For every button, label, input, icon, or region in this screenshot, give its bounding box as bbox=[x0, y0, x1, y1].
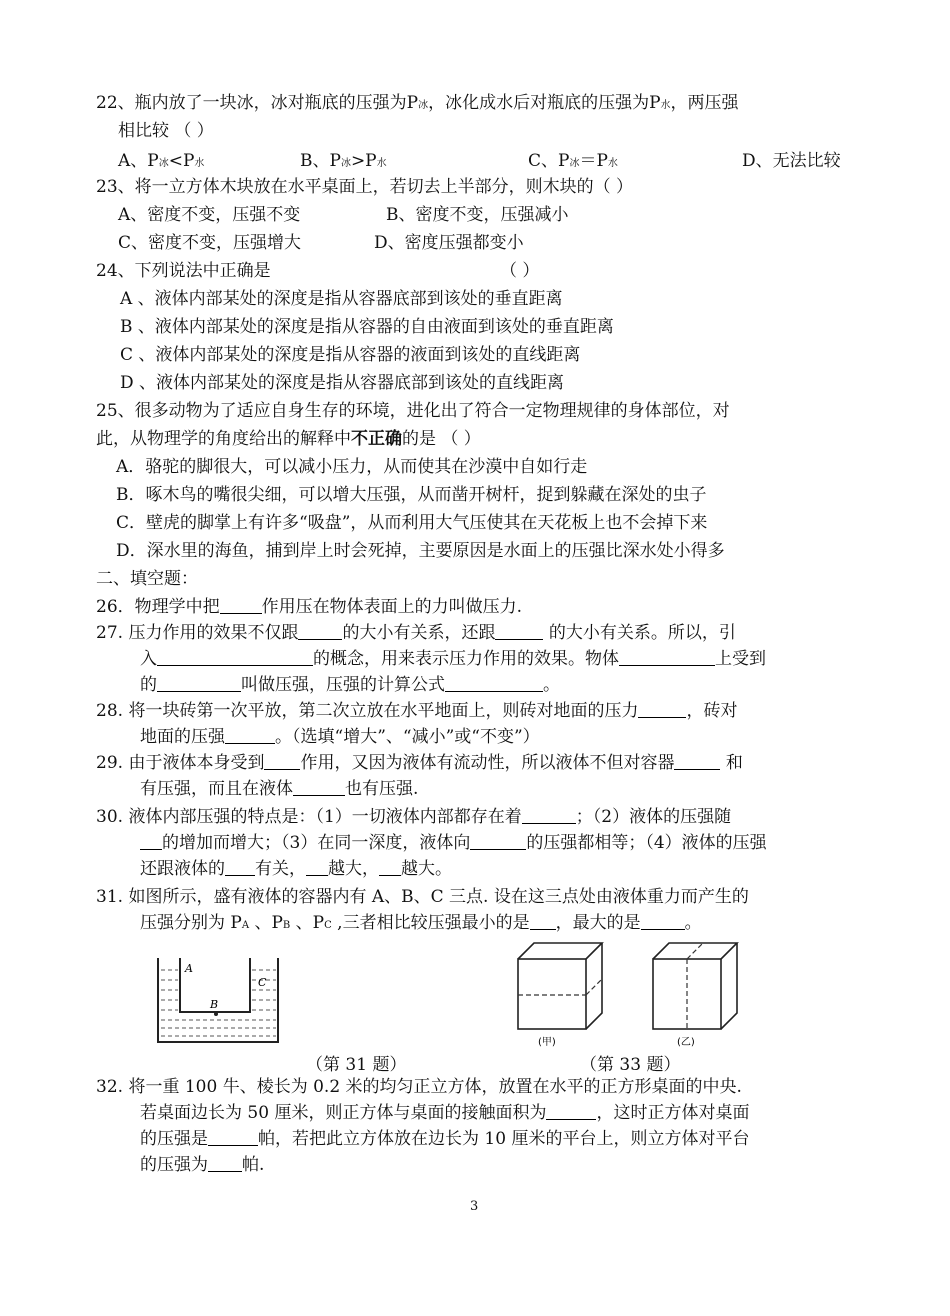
q32-line2: 若桌面边长为 50 厘米，则正方体与桌面的接触面积为 ，这时正方体对桌面 bbox=[140, 1103, 750, 1123]
q30-blank-3[interactable] bbox=[470, 833, 526, 850]
q32-line1: 32. 将一重 100 牛、棱长为 0.2 米的均匀正立方体，放置在水平的正方形桌面的中央. bbox=[96, 1077, 742, 1097]
q30-blank-6[interactable] bbox=[379, 859, 401, 876]
q29-line2: 有压强，而且在液体 也有压强. bbox=[140, 779, 419, 799]
q25-option-a: A．骆驼的脚很大，可以减小压力，从而使其在沙漠中自如行走 bbox=[116, 457, 588, 477]
q29-blank-2[interactable] bbox=[674, 753, 720, 770]
q22-stem-line1: 22、瓶内放了一块冰，冰对瓶底的压强为P冰，冰化成水后对瓶底的压强为P水，两压强 bbox=[96, 93, 739, 113]
q32-blank-1[interactable] bbox=[546, 1103, 596, 1120]
q27-line2: 入 的概念，用来表示压力作用的效果。物体 上受到 bbox=[140, 649, 766, 669]
q22-option-b: B、P冰>P水 bbox=[300, 151, 387, 171]
q32-line4: 的压强为 帕. bbox=[140, 1155, 265, 1175]
q22-option-d: D、无法比较 bbox=[742, 151, 841, 171]
q30-blank-4[interactable] bbox=[225, 859, 255, 876]
q32-line3: 的压强是 帕，若把此立方体放在边长为 10 厘米的平台上，则立方体对平台 bbox=[140, 1129, 750, 1149]
q22-stem-line2: 相比较 （ ） bbox=[118, 121, 214, 141]
q31-line2: 压强分别为 PA 、PB 、PC ,三者相比较压强最小的是 ，最大的是 。 bbox=[140, 913, 702, 933]
q25-stem-line1: 25、很多动物为了适应自身生存的环境，进化出了符合一定物理规律的身体部位，对 bbox=[96, 401, 730, 421]
q24-option-b: B 、液体内部某处的深度是指从容器的自由液面到该处的垂直距离 bbox=[120, 317, 614, 337]
q28-blank-1[interactable] bbox=[638, 701, 686, 718]
q27-line3: 的 叫做压强，压强的计算公式 。 bbox=[140, 675, 560, 695]
q25-option-d: D．深水里的海鱼，捕到岸上时会死掉，主要原因是水面上的压强比深水处小得多 bbox=[116, 541, 725, 561]
q27-blank-4[interactable] bbox=[619, 649, 715, 666]
q31-line1: 31. 如图所示，盛有液体的容器内有 A、B、C 三点. 设在这三点处由液体重力而产生的 bbox=[96, 887, 749, 907]
q24-stem: 24、下列说法中正确是 bbox=[96, 261, 271, 281]
section-heading-fill-in: 二、填空题： bbox=[96, 569, 198, 589]
figure-33-cube-jia bbox=[510, 935, 610, 1050]
q27-line1: 27. 压力作用的效果不仅跟 的大小有关系，还跟 的大小有关系。所以，引 bbox=[96, 623, 736, 643]
q24-answer-paren: （ ） bbox=[500, 261, 540, 281]
q27-blank-6[interactable] bbox=[445, 675, 543, 692]
point-b-label: B bbox=[210, 998, 219, 1011]
q32-blank-2[interactable] bbox=[208, 1129, 258, 1146]
q32-blank-3[interactable] bbox=[208, 1155, 242, 1172]
q31-blank-2[interactable] bbox=[641, 913, 685, 930]
figure-31-u-container bbox=[150, 950, 290, 1050]
figure-label-jia: (甲) bbox=[538, 1037, 556, 1048]
q31-blank-1[interactable] bbox=[530, 913, 556, 930]
point-a-label: A bbox=[185, 962, 193, 975]
q29-line1: 29. 由于液体本身受到 作用，又因为液体有流动性，所以液体不但对容器 和 bbox=[96, 753, 743, 773]
q23-option-a: A、密度不变，压强不变 bbox=[118, 205, 301, 225]
q29-blank-1[interactable] bbox=[264, 753, 300, 770]
caption-q31: （第 31 题） bbox=[306, 1055, 407, 1075]
q23-option-d: D、密度压强都变小 bbox=[374, 233, 524, 253]
q27-blank-5[interactable] bbox=[157, 675, 241, 692]
figure-label-yi: (乙) bbox=[677, 1037, 695, 1048]
q28-line1: 28. 将一块砖第一次平放，第二次立放在水平地面上，则砖对地面的压力 ，砖对 bbox=[96, 701, 738, 721]
q26: 26．物理学中把 作用压在物体表面上的力叫做压力. bbox=[96, 597, 523, 617]
q30-line1: 30. 液体内部压强的特点是：（1）一切液体内部都存在着 ；（2）液体的压强随 bbox=[96, 807, 732, 827]
q23-option-b: B、密度不变，压强减小 bbox=[386, 205, 569, 225]
q24-option-d: D 、液体内部某处的深度是指从容器底部到该处的直线距离 bbox=[120, 373, 565, 393]
q25-option-c: C．壁虎的脚掌上有许多“吸盘”，从而利用大气压使其在天花板上也不会掉下来 bbox=[116, 513, 708, 533]
q25-option-b: B．啄木鸟的嘴很尖细，可以增大压强，从而凿开树杆，捉到躲藏在深处的虫子 bbox=[116, 485, 707, 505]
figure-33-cube-yi bbox=[645, 935, 745, 1050]
q26-blank[interactable] bbox=[220, 597, 262, 614]
q27-blank-2[interactable] bbox=[495, 623, 543, 640]
q29-blank-3[interactable] bbox=[293, 779, 345, 796]
point-c-label: C bbox=[258, 976, 267, 989]
q30-blank-2[interactable] bbox=[140, 833, 162, 850]
q24-option-c: C 、液体内部某处的深度是指从容器的液面到该处的直线距离 bbox=[120, 345, 581, 365]
q25-stem-line2: 此，从物理学的角度给出的解释中不正确的是 （ ） bbox=[96, 429, 481, 449]
q23-option-c: C、密度不变，压强增大 bbox=[118, 233, 302, 253]
point-b-marker bbox=[214, 1012, 218, 1016]
q30-blank-5[interactable] bbox=[306, 859, 328, 876]
q27-blank-1[interactable] bbox=[298, 623, 342, 640]
q27-blank-3[interactable] bbox=[157, 649, 313, 666]
caption-q33: （第 33 题） bbox=[580, 1055, 681, 1075]
q30-line2: 的增加而增大；（3）在同一深度，液体向 的压强都相等；（4）液体的压强 bbox=[140, 832, 767, 854]
q28-blank-2[interactable] bbox=[225, 727, 275, 744]
q28-line2: 地面的压强 。（选填“增大”、“减小”或“不变”） bbox=[140, 727, 540, 747]
q24-option-a: A 、液体内部某处的深度是指从容器底部到该处的垂直距离 bbox=[120, 289, 563, 309]
q22-option-c: C、P冰＝P水 bbox=[528, 151, 618, 171]
q30-line3: 还跟液体的 有关， 越大， 越大。 bbox=[140, 859, 452, 879]
page-number: 3 bbox=[470, 1199, 479, 1214]
q30-blank-1[interactable] bbox=[522, 807, 576, 824]
q22-option-a: A、P冰<P水 bbox=[118, 151, 205, 171]
q23-stem: 23、将一立方体木块放在水平桌面上，若切去上半部分，则木块的（ ） bbox=[96, 177, 634, 197]
